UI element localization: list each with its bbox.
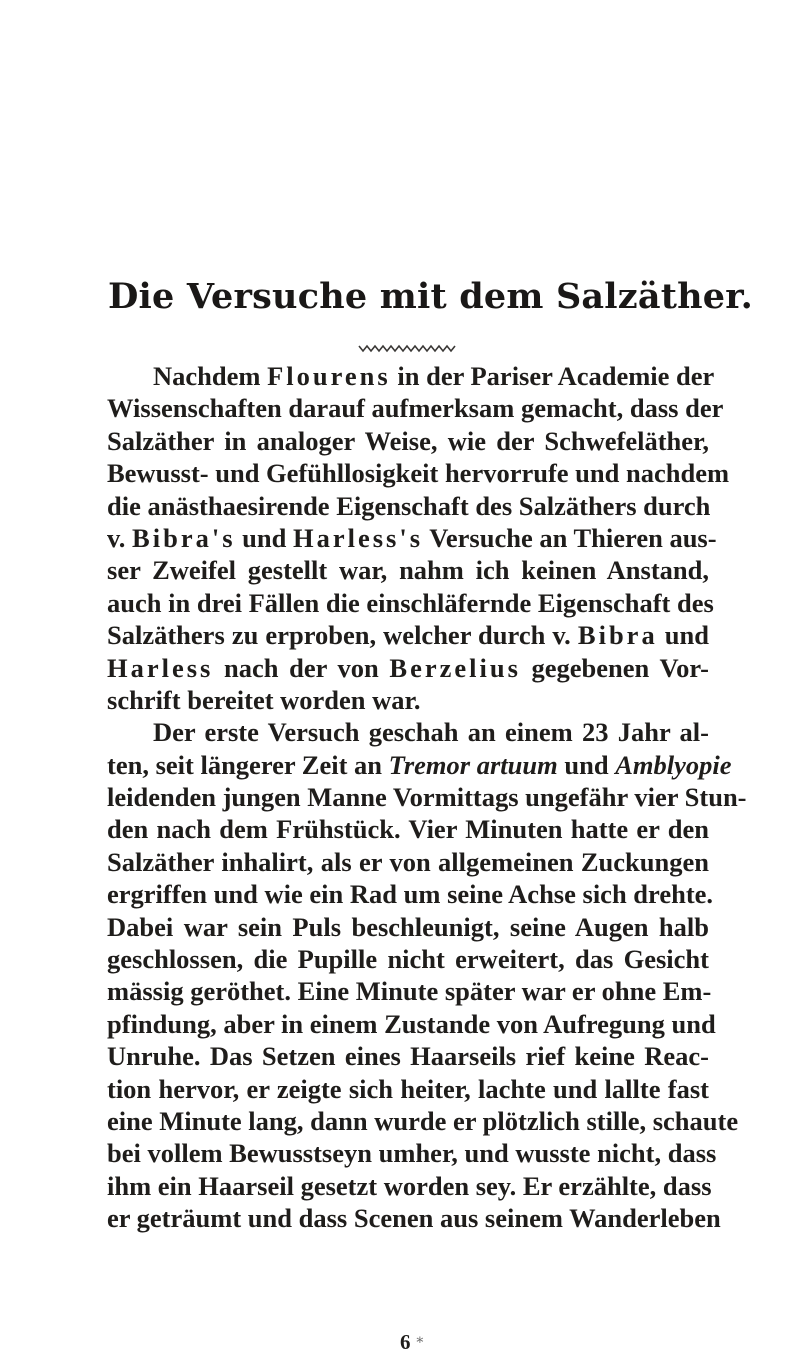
text-line	[107, 1073, 709, 1105]
text-run: pfindung, aber in einem Zustande von Aufregung und	[107, 1008, 716, 1039]
text-line	[107, 878, 714, 910]
text-line	[107, 1008, 716, 1040]
text-line	[107, 457, 730, 489]
text-run: Wissenschaften darauf aufmerksam gemacht, dass der	[107, 393, 724, 424]
text-run: bei vollem Bewusstseyn umher, und wusste nicht, dass	[107, 1138, 717, 1169]
text-line	[107, 846, 709, 878]
text-line	[107, 490, 709, 522]
text-run: auch in drei Fällen die einschläfernde Eigenschaft des	[107, 587, 714, 618]
text-run: Der erste Versuch geschah an einem 23 Jahr al-	[153, 717, 709, 748]
italic-term: Amblyopie	[615, 749, 732, 780]
text-run: die anästhaesirende Eigenschaft des Salzäthers durch	[107, 490, 711, 521]
chapter-heading: Die Versuche mit dem Salzäther.	[108, 276, 754, 317]
text-run: den nach dem Frühstück. Vier Minuten hatte er den	[107, 814, 709, 845]
text-run: leidenden jungen Manne Vormittags ungefähr vier Stun-	[107, 782, 747, 813]
text-run: und	[557, 749, 616, 780]
text-line	[107, 716, 709, 748]
text-line	[107, 652, 709, 684]
text-run: ten, seit längerer Zeit an	[107, 749, 389, 780]
text-run: und	[235, 522, 293, 553]
person-name: Bibra's	[132, 522, 236, 553]
italic-term: Tremor artuum	[388, 749, 558, 780]
text-line	[107, 781, 747, 813]
text-run: nach der von	[213, 652, 390, 683]
text-run: ser Zweifel gestellt war, nahm ich keinen Anstand,	[107, 555, 709, 586]
ornament-rule	[357, 343, 457, 353]
text-run: tion hervor, er zeigte sich heiter, lachte und lallte fast	[107, 1073, 709, 1104]
text-run: Bewusst- und Gefühllosigkeit hervorrufe und nachdem	[107, 458, 730, 489]
text-run: Dabei war sein Puls beschleunigt, seine Augen halb	[107, 911, 709, 942]
text-run: geschlossen, die Pupille nicht erweitert, das Gesicht	[107, 944, 709, 975]
text-line	[107, 619, 709, 651]
text-run: er geträumt und dass Scenen aus seinem Wanderleben	[107, 1203, 721, 1234]
text-line	[107, 425, 709, 457]
text-line	[107, 392, 724, 424]
text-line	[107, 554, 709, 586]
text-run: Salzäther inhalirt, als er von allgemeinen Zuckungen	[107, 846, 709, 877]
text-line	[107, 522, 717, 554]
text-line	[107, 911, 709, 943]
text-run: Unruhe. Das Setzen eines Haarseils rief keine Reac-	[107, 1041, 709, 1072]
signature-mark: 6	[400, 1330, 411, 1354]
text-line	[107, 943, 709, 975]
person-name: Bibra	[577, 620, 658, 651]
text-run: eine Minute lang, dann wurde er plötzlich stille, schaute	[107, 1105, 739, 1136]
text-run: mässig geröthet. Eine Minute später war er ohne Em-	[107, 976, 712, 1007]
text-line	[107, 1170, 712, 1202]
text-line	[107, 1202, 721, 1234]
text-line	[107, 587, 714, 619]
person-name: Harless	[107, 652, 214, 683]
text-run: und	[657, 620, 709, 651]
text-run: Nachdem	[153, 361, 268, 391]
person-name: Berzelius	[389, 652, 521, 683]
text-run: ihm ein Haarseil gesetzt worden sey. Er erzählte, dass	[107, 1170, 712, 1201]
text-run: in der Pariser Academie der	[390, 361, 715, 391]
text-line	[107, 360, 715, 392]
text-line	[107, 1105, 739, 1137]
person-name: Flourens	[267, 361, 391, 391]
text-line	[107, 749, 732, 781]
signature-asterisk: ∗	[415, 1332, 425, 1348]
text-run: Salzäthers zu erproben, welcher durch v.	[107, 620, 578, 651]
text-line	[107, 684, 709, 716]
text-line	[107, 813, 709, 845]
text-line	[107, 1137, 717, 1169]
text-run: Salzäther in analoger Weise, wie der Schwefeläther,	[107, 425, 709, 456]
text-run: ergriffen und wie ein Rad um seine Achse sich drehte.	[107, 879, 714, 910]
text-run: gegebenen Vor-	[520, 652, 710, 683]
text-run: Versuche an Thieren aus-	[423, 522, 717, 553]
text-run: v.	[107, 522, 133, 553]
text-line	[107, 975, 712, 1007]
text-line	[107, 1040, 709, 1072]
person-name: Harless's	[292, 522, 424, 553]
body-text	[107, 360, 747, 1235]
text-run: schrift bereitet worden war.	[107, 684, 421, 715]
